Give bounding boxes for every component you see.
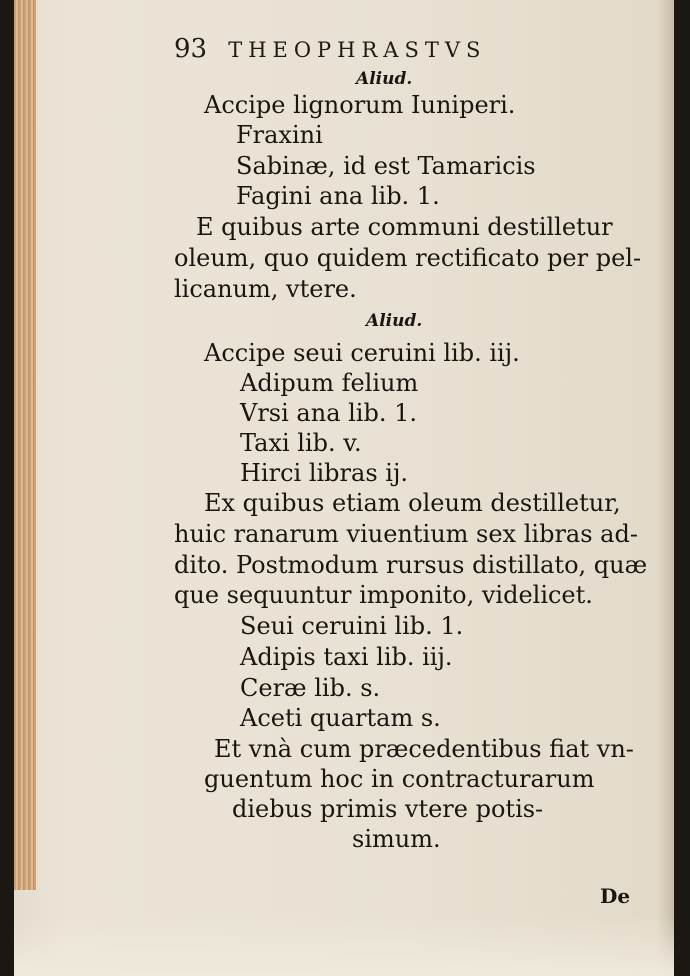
text-line: Aceti quartam s. (240, 704, 441, 732)
text-line: Sabinæ, id est Tamaricis (236, 152, 536, 180)
recipe-heading: Aliud. (356, 69, 413, 89)
text-line: dito. Postmodum rursus distillato, quæ (174, 551, 648, 579)
text-line: Fraxini (236, 121, 323, 149)
catchword: De (600, 884, 631, 908)
text-line: guentum hoc in contracturarum (204, 765, 595, 793)
text-line: oleum, quo quidem rectificato per pel- (174, 244, 642, 272)
text-line: Ex quibus etiam oleum destilletur, (204, 489, 621, 517)
text-line: Accipe seui ceruini lib. iij. (204, 339, 520, 367)
recipe-heading: Aliud. (366, 311, 423, 331)
text-line: Seui ceruini lib. 1. (240, 612, 464, 640)
text-line: Adipum felium (240, 369, 419, 397)
text-line: licanum, vtere. (174, 275, 357, 303)
text-line: Accipe lignorum Iuniperi. (204, 91, 516, 119)
text-line: simum. (352, 825, 441, 853)
text-line: Taxi lib. v. (240, 429, 362, 457)
text-line: Hirci libras ij. (240, 459, 409, 487)
text-line: diebus primis vtere potis- (232, 795, 544, 823)
page-number: 93 (174, 34, 208, 64)
text-line: que sequuntur imponito, videlicet. (174, 581, 593, 609)
text-line: Vrsi ana lib. 1. (240, 399, 417, 427)
running-head (174, 34, 486, 64)
page-bottom-margin (14, 916, 674, 976)
text-line: E quibus arte communi destilletur (196, 213, 613, 241)
text-line: Et vnà cum præcedentibus fiat vn- (214, 735, 634, 763)
text-line: Adipis taxi lib. iij. (240, 643, 453, 671)
page-edge-shadow (656, 0, 674, 976)
text-line: Ceræ lib. s. (240, 674, 381, 702)
page-gutter (14, 0, 36, 890)
text-line: huic ranarum viuentium sex libras ad- (174, 520, 638, 548)
running-title: THEOPHRASTVS (228, 38, 487, 62)
text-line: Fagini ana lib. 1. (236, 182, 440, 210)
book-page (14, 0, 674, 976)
